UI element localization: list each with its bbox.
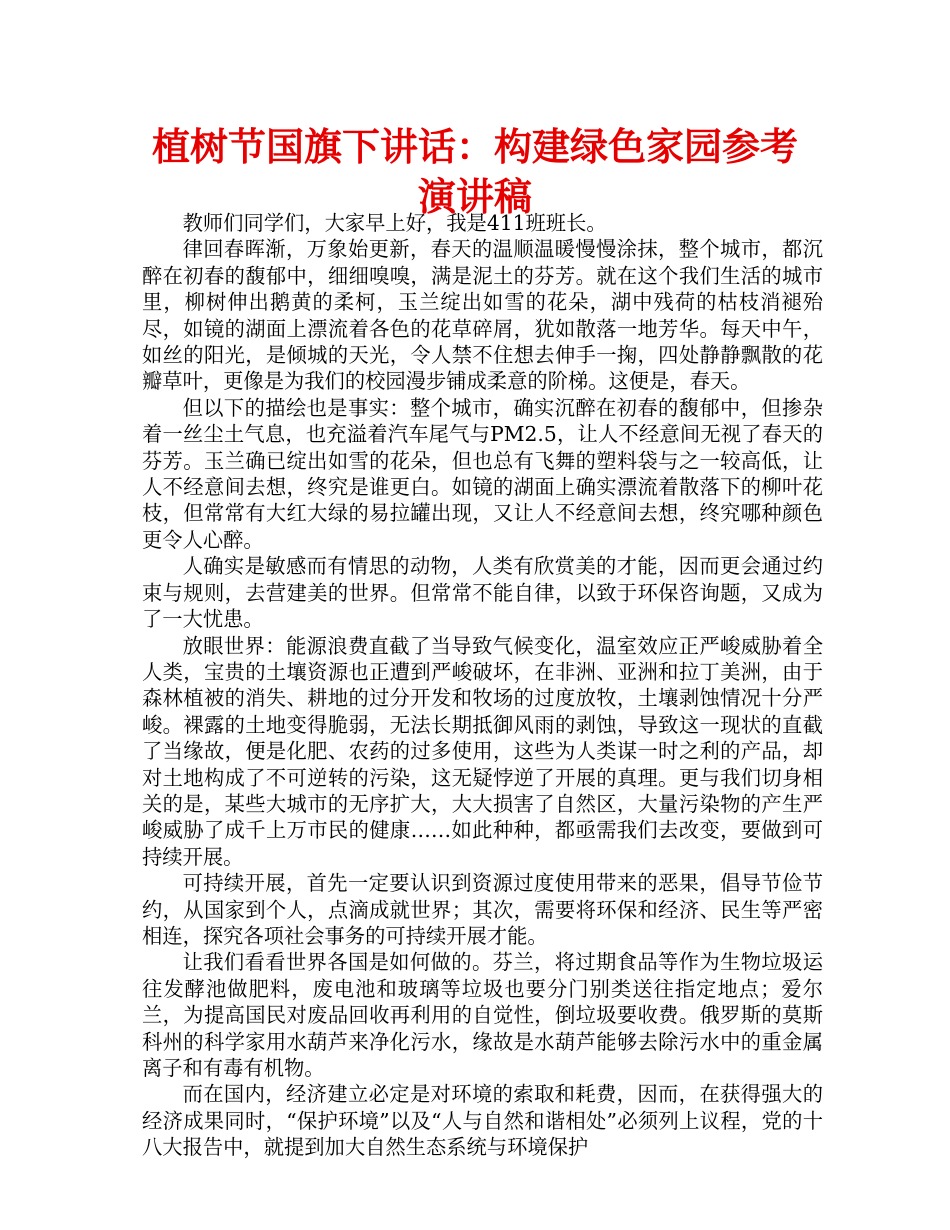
paragraph-spring: 律回春晖渐，万象始更新，春天的温顺温暖慢慢涂抹，整个城市，都沉醉在初春的馥郁中，细细嗅嗅，满是泥土的芬芳。就在这个我们生活的城市里，柳树伸出鹅黄的柔柯，玉兰绽出如雪的花朵，湖中残荷的枯枝消褪殆尽，如镜的湖面上漂流着各色的花草碎屑，犹如散落一地芳华。每天中午，如丝的阳光，是倾城的天光，令人禁不住想去伸手一掬，四处静静飘散的花瓣草叶，更像是为我们的校园漫步铺成柔意的阶梯。这便是，春天。 bbox=[142, 237, 823, 394]
paragraph-sustainable-development: 可持续开展，首先一定要认识到资源过度使用带来的恶果，倡导节俭节约，从国家到个人，点滴成就世界；其次，需要将环保和经济、民生等严密相连，探究各项社会事务的可持续开展才能。 bbox=[142, 871, 823, 948]
paragraph-world-problems: 放眼世界：能源浪费直截了当导致气候变化，温室效应正严峻威胁着全人类，宝贵的土壤资源也正遭到严峻破坏，在非洲、亚洲和拉丁美洲，由于森林植被的消失、耕地的过分开发和牧场的过度放牧，土壤剥蚀情况十分严峻。裸露的土地变得脆弱，无法长期抵御风雨的剥蚀，导致这一现状的直截了当缘故，便是化肥、农药的过多使用，这些为人类谋一时之利的产品，却对土地构成了不可逆转的污染，这无疑悖逆了开展的真理。更与我们切身相关的是，某些大城市的无序扩大，大大损害了自然区，大量污染物的产生严峻威胁了成千上万市民的健康……如此种种，都亟需我们去改变，要做到可持续开展。 bbox=[142, 633, 823, 869]
paragraph-reality: 但以下的描绘也是事实：整个城市，确实沉醉在初春的馥郁中，但掺杂着一丝尘土气息，也充溢着汽车尾气与PM2.5，让人不经意间无视了春天的芬芳。玉兰确已绽出如雪的花朵，但也总有飞舞的塑料袋与之一较高低，让人不经意间去想，终究是谁更白。如镜的湖面上确实漂流着散落下的柳叶花枝，但常常有大红大绿的易拉罐出现，又让人不经意间去想，终究哪种颜色更令人心醉。 bbox=[142, 395, 823, 552]
paragraph-human-nature: 人确实是敏感而有情思的动物，人类有欣赏美的才能，因而更会通过约束与规则，去营建美的世界。但常常不能自律，以致于环保咨询题，又成为了一大忧患。 bbox=[142, 554, 823, 632]
paragraph-domestic: 而在国内，经济建立必定是对环境的索取和耗费，因而，在获得强大的经济成果同时，“保护环境”以及“人与自然和谐相处”必须列上议程，党的十八大报告中，就提到加大自然生态系统与环境保护 bbox=[142, 1082, 823, 1160]
document-body bbox=[142, 210, 823, 1161]
document-title: 植树节国旗下讲话：构建绿色家园参考演讲稿 bbox=[151, 125, 798, 219]
paragraph-greeting: 教师们同学们，大家早上好，我是411班班长。 bbox=[182, 211, 607, 235]
paragraph-world-examples: 让我们看看世界各国是如何做的。芬兰，将过期食品等作为生物垃圾运往发酵池做肥料，废电池和玻璃等垃圾也要分门别类送往指定地点；爱尔兰，为提高国民对废品回收再利用的自觉性，倒垃圾要收费。俄罗斯的莫斯科州的科学家用水葫芦来净化污水，缘故是水葫芦能够去除污水中的重金属离子和有毒有机物。 bbox=[142, 950, 823, 1080]
